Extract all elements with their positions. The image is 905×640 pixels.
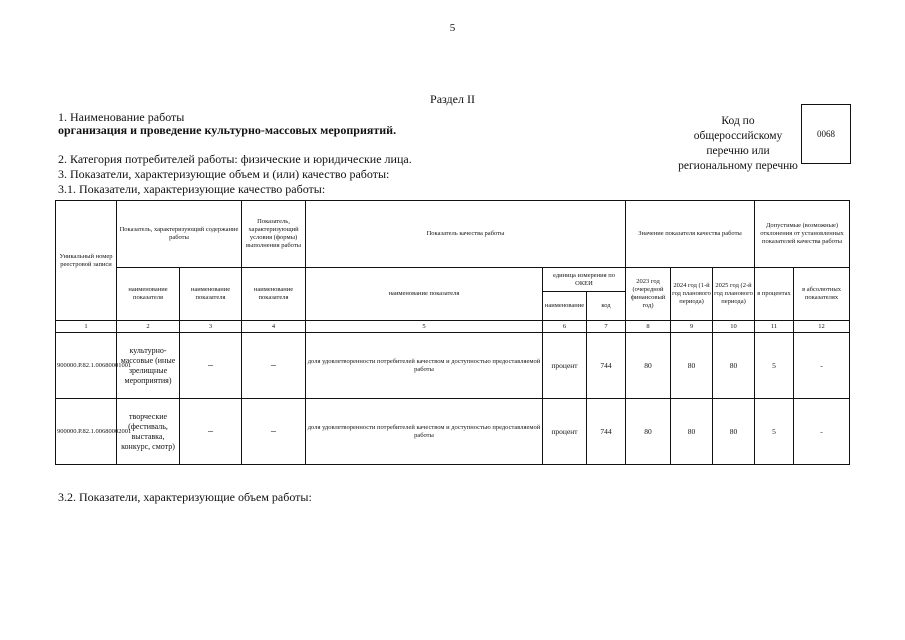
cell-indicator-name: доля удовлетворенности потребителей качеством и доступностью предоставляемой работы — [306, 399, 543, 465]
header-content-indicator: Показатель, характеризующий содержание работы — [117, 201, 242, 268]
cell-content: творческие (фестиваль, выставка, конкурс, смотр) — [117, 399, 180, 465]
header-condition-indicator: Показатель, характеризующий условия (формы) выполнения работы — [242, 201, 306, 268]
subheader-year-2025: 2025 год (2-й год планового периода) — [713, 268, 755, 321]
cell-indicator-name: доля удовлетворенности потребителей качеством и доступностью предоставляемой работы — [306, 333, 543, 399]
cell-unit-name: процент — [543, 399, 587, 465]
column-number: 4 — [242, 321, 306, 333]
volume-heading: 3.2. Показатели, характеризующие объем работы: — [58, 490, 312, 504]
subheader-unit-okei: единица измерения по ОКЕИ — [543, 268, 626, 292]
header-allowed-deviation: Допустимые (возможные) отклонения от установленных показателей качества работы — [755, 201, 850, 268]
cell-value-2025: 80 — [713, 399, 755, 465]
cell-unit-code: 744 — [587, 399, 626, 465]
cell-deviation-absolute: - — [794, 333, 850, 399]
column-numbers-row — [56, 321, 850, 333]
subheader-indicator-name: наименование показателя — [117, 268, 180, 321]
cell-content: культурно-массовые (иные зрелищные мероприятия) — [117, 333, 180, 399]
work-name-value: организация и проведение культурно-массовых мероприятий. — [58, 123, 397, 137]
subheader-indicator-name: наименование показателя — [306, 268, 543, 321]
column-number: 8 — [626, 321, 671, 333]
column-number: 11 — [755, 321, 794, 333]
cell-deviation-percent: 5 — [755, 399, 794, 465]
cell-unique-number: 900000.Р.82.1.00680001001 — [56, 333, 117, 399]
cell-unit-code: 744 — [587, 333, 626, 399]
quality-table — [55, 200, 850, 465]
column-number: 2 — [117, 321, 180, 333]
column-number: 1 — [56, 321, 117, 333]
cell-deviation-absolute: - — [794, 399, 850, 465]
subheader-in-percent: в процентах — [755, 268, 794, 321]
header-quality-indicator: Показатель качества работы — [306, 201, 626, 268]
code-box: 0068 — [801, 104, 851, 164]
column-number: 10 — [713, 321, 755, 333]
subheader-unit-code: код — [587, 292, 626, 321]
cell-value-2023: 80 — [626, 399, 671, 465]
cell-condition-2: – — [242, 333, 306, 399]
work-name-label: 1. Наименование работы — [58, 110, 185, 124]
subheader-year-2023: 2023 год (очередной финансовый год) — [626, 268, 671, 321]
code-label: Код по общероссийскому перечню или региональному перечню — [678, 115, 798, 172]
subheader-unit-name: наименование — [543, 292, 587, 321]
subheader-in-absolute: в абсолютных показателях — [794, 268, 850, 321]
cell-value-2024: 80 — [671, 333, 713, 399]
section-title: Раздел II — [430, 92, 475, 106]
page-number: 5 — [449, 22, 456, 34]
cell-unique-number: 900000.Р.82.1.00680002001 — [56, 399, 117, 465]
header-quality-value: Значение показателя качества работы — [626, 201, 755, 268]
column-number: 12 — [794, 321, 850, 333]
cell-unit-name: процент — [543, 333, 587, 399]
subheader-indicator-name: наименование показателя — [242, 268, 306, 321]
subheader-indicator-name: наименование показателя — [180, 268, 242, 321]
cell-value-2024: 80 — [671, 399, 713, 465]
cell-value-2023: 80 — [626, 333, 671, 399]
column-number: 9 — [671, 321, 713, 333]
cell-condition-2: – — [242, 399, 306, 465]
indicators-line: 3. Показатели, характеризующие объем и (или) качество работы: — [58, 167, 390, 181]
column-number: 5 — [306, 321, 543, 333]
column-number: 7 — [587, 321, 626, 333]
table-row — [56, 399, 850, 465]
subheader-year-2024: 2024 год (1-й год планового периода) — [671, 268, 713, 321]
quality-heading: 3.1. Показатели, характеризующие качество работы: — [58, 182, 326, 196]
header-unique-number: Уникальный номер реестровой записи — [56, 201, 117, 321]
table-row — [56, 333, 850, 399]
cell-deviation-percent: 5 — [755, 333, 794, 399]
cell-value-2025: 80 — [713, 333, 755, 399]
column-number: 3 — [180, 321, 242, 333]
subheader-row — [56, 268, 850, 292]
column-number: 6 — [543, 321, 587, 333]
consumers-line: 2. Категория потребителей работы: физические и юридические лица. — [58, 152, 412, 166]
header-row — [56, 201, 850, 268]
cell-condition-1: – — [180, 399, 242, 465]
cell-condition-1: – — [180, 333, 242, 399]
